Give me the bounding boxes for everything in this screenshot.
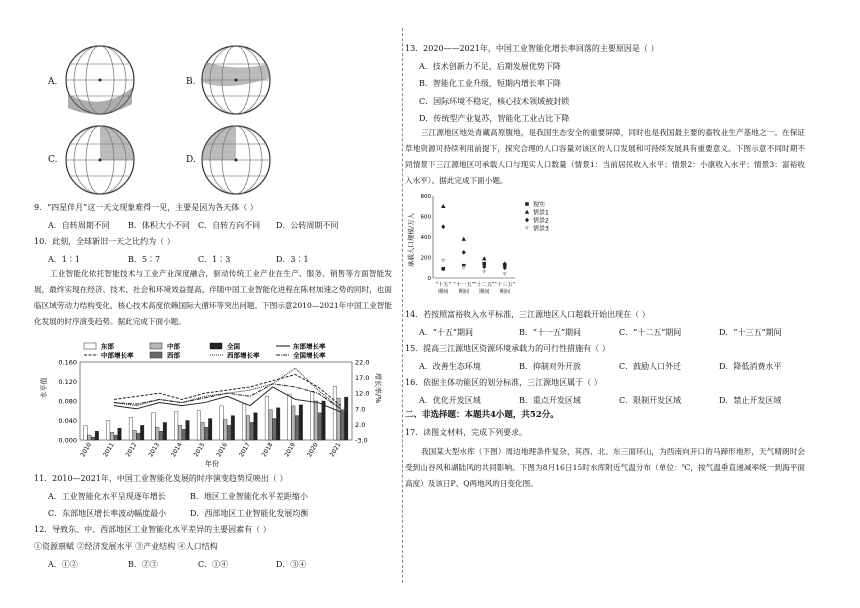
column-divider <box>402 28 403 583</box>
chart1-bar <box>133 430 136 440</box>
q10-stem: 10．此刻，全球新旧一天之比约为（ ） <box>34 237 175 246</box>
chart1-bar <box>242 404 245 440</box>
globe-option-a-label[interactable]: A. <box>48 77 58 87</box>
chart1-xtick-label: 2020 <box>306 441 320 459</box>
chart1-bar <box>106 421 109 441</box>
chart1-bar <box>341 410 344 440</box>
chart1-legend-swatch <box>150 352 162 358</box>
q15-option-a[interactable]: A．改善生态环境 <box>419 362 481 371</box>
industry-intro-paragraph: 工业智能化依托智能技术与工业产业深度融合，驱动传统工业产业在生产、服务、销售等方面智能发展，最终实现在经济、技术、社会和环境效益提高。伴随中国工业智能化进程在陈材加速之势的同时，也面临区域劳动力结构变化，核心技术高度依赖国际大循环等突出问题。下图示意2010—2021年中国工业智能化发展的时序演变趋势。据此完成下面小题。 <box>34 269 392 326</box>
chart2-point <box>462 237 466 241</box>
chart1-line-series <box>114 387 341 412</box>
chart1-bar <box>110 432 113 440</box>
chart1-legend-swatch <box>84 343 96 349</box>
chart1-bar <box>318 413 321 440</box>
chart1-y2tick-label: 17.0 <box>355 374 370 383</box>
q11-stem: 11．2010—2021年，中国工业智能化发展的时序演变趋势反映出（ ） <box>34 474 288 483</box>
q9-option-c[interactable]: C．自转方向不同 <box>198 221 261 230</box>
chart1-ylabel: 水平值 <box>40 377 48 399</box>
chart2-legend-label: 现实 <box>533 201 546 209</box>
chart1-legend-label: 西部增长率 <box>227 351 260 360</box>
chart2-ytick-label: 0 <box>427 276 431 282</box>
q17-stem: 17．读图文材料，完成下列要求。 <box>405 428 528 437</box>
chart1-xtick-label: 2019 <box>283 441 298 459</box>
chart1-legend-label: 东部 <box>101 342 114 351</box>
chart1-xtick-label: 2014 <box>170 441 184 459</box>
q13-stem: 13．2020——2021年，中国工业智能化增长率回落的主要原因是（ ） <box>405 44 659 53</box>
chart2-point <box>441 224 445 229</box>
chart1-legend-swatch <box>210 343 222 349</box>
chart2-ylabel: 承载人口规模/万人 <box>407 212 415 268</box>
chart2-xtick-label: 期间 <box>438 289 449 295</box>
chart2-point <box>462 250 466 255</box>
q11-option-c[interactable]: C．东部地区增长率波动幅度最小 <box>48 509 167 518</box>
chart1-bar <box>156 427 159 440</box>
q10-option-c[interactable]: C．1∶3 <box>198 255 231 264</box>
chart1-bar <box>295 416 298 440</box>
q12-option-d[interactable]: D．③④ <box>276 560 307 569</box>
chart1-bar <box>178 425 181 440</box>
chart1-bar <box>254 413 257 440</box>
chart2-point <box>503 272 507 276</box>
chart1-legend-label: 西部 <box>167 351 180 360</box>
chart1-bar <box>114 435 117 440</box>
chart1-bar <box>91 437 94 440</box>
q15-stem: 15．提高三江源地区资源环境承载力的可行性措施有（ ） <box>405 344 610 353</box>
chart1-xtick-label: 2021 <box>328 441 343 459</box>
chart1-bar <box>88 435 91 440</box>
q10-option-a[interactable]: A．1∶1 <box>48 255 80 264</box>
globe-a-image <box>60 42 140 122</box>
chart1-bar <box>314 401 317 440</box>
q10-option-b[interactable]: B．5∶7 <box>128 255 161 264</box>
q16-stem: 16．依据主体功能区的划分标准，三江源地区属于（ ） <box>405 378 602 387</box>
chart1-y2tick-label: 2.0 <box>355 420 366 429</box>
chart1-bar <box>220 406 223 440</box>
chart1-line-series <box>114 368 341 409</box>
chart1-xtick-label: 2018 <box>260 441 275 459</box>
chart2-ytick-label: 600 <box>420 214 431 221</box>
chart1-legend-label: 中部增长率 <box>101 351 134 360</box>
chart1-bar <box>205 427 208 440</box>
chart1-bar <box>333 386 336 440</box>
chart1-bar <box>322 401 325 440</box>
q11-option-b[interactable]: B．地区工业智能化水平差距缩小 <box>190 492 308 501</box>
chart2-point <box>482 256 486 260</box>
chart2-xtick-label: “十二五” <box>473 282 495 288</box>
chart2-point <box>441 204 445 208</box>
chart1-bar <box>186 421 189 441</box>
chart2-point <box>525 226 529 230</box>
chart1-bar <box>276 408 279 440</box>
chart1-bar <box>201 422 204 440</box>
q11-option-a[interactable]: A．工业智能化水平呈现逐年增长 <box>48 492 166 501</box>
chart1-bar <box>288 394 291 440</box>
chart1-bar <box>152 413 155 440</box>
q12-stem: 12．导致东、中、西部地区工业智能化水平差异的主要因素有（ ） <box>34 525 271 534</box>
chart1-legend-label: 全国增长率 <box>293 351 326 360</box>
chart1-bar <box>137 433 140 440</box>
chart1-bar <box>292 406 295 440</box>
chart1-xtick-label: 2013 <box>147 441 162 459</box>
chart2-point <box>525 218 529 223</box>
chart1-y2tick-label: 12.0 <box>355 389 370 398</box>
q13-option-c[interactable]: C．国际环境不稳定，核心技术领域被封锁 <box>419 97 570 106</box>
section2-heading: 二、非选择题：本题共4小题，共52分。 <box>405 410 559 420</box>
chart1-xtick-label: 2011 <box>102 441 116 459</box>
q14-option-b[interactable]: B．“十一五”期间 <box>519 328 582 337</box>
chart1-y2tick-label: -3.0 <box>355 436 368 445</box>
q12-option-a[interactable]: A．①② <box>48 560 78 569</box>
q12-option-b[interactable]: B．②③ <box>128 560 158 569</box>
q9-option-b[interactable]: B．体积大小不同 <box>128 221 190 230</box>
chart2-xtick-label: “十五” <box>435 282 452 288</box>
chart1-bar <box>197 411 200 440</box>
chart2-ytick-label: 800 <box>420 194 431 200</box>
chart2-ytick-label: 400 <box>420 235 431 241</box>
q15-option-d[interactable]: D．降低消费水平 <box>719 362 782 371</box>
chart1-ytick-label: 0.000 <box>58 436 77 445</box>
chart1-bar <box>208 419 211 440</box>
q9-option-a[interactable]: A．自转周期不同 <box>48 221 110 230</box>
chart2-point <box>462 266 466 270</box>
chart1-bar <box>84 425 87 440</box>
chart2-xtick-label: “十三五” <box>494 282 516 288</box>
q16-option-b[interactable]: B．重点开发区域 <box>519 396 581 405</box>
chart1-bar <box>227 425 230 440</box>
sanjiangyuan-intro-paragraph: 三江源地区地处青藏高原腹地，是我国生态安全的重要屏障，同时也是我国最主要的畜牧业生产基地之一。在保证草地资源可持续利用前提下，探究合理的人口容量对该区的人口发展和可持续发展具有重要意义。下图示意不同时期不同情景下三江源地区可承载人口与现实人口数量（情景1：当前居民收入水平；情景2：小康收入水平；情景3：富裕收入水平）。据此完成下面小题。 <box>405 128 805 185</box>
chart2-point <box>525 210 529 214</box>
right-column <box>405 0 860 608</box>
chart2-xtick-label: “十一五” <box>453 282 475 288</box>
chart1-y2tick-label: 22.0 <box>355 358 370 367</box>
q11-option-d[interactable]: D．西部地区工业智能化发展均衡 <box>190 509 309 518</box>
q10-option-d[interactable]: D．3∶1 <box>276 255 309 264</box>
left-column <box>0 0 400 608</box>
chart1-bar <box>273 419 276 440</box>
q14-stem: 14．若按照富裕收入水平标准，三江源地区人口超载开始出现在（ ） <box>405 310 650 319</box>
q9-stem: 9．“四星伴月”这一天文现象难得一见，主要是因为各天体（ ） <box>34 203 258 212</box>
chart1-bar <box>129 418 132 440</box>
chart1-bar <box>163 422 166 440</box>
chart1-ytick-label: 0.160 <box>58 358 77 367</box>
q9-option-d[interactable]: D．公转周期不同 <box>276 221 339 230</box>
chart2-legend-label: 情景3 <box>533 225 549 233</box>
chart1-legend-swatch <box>150 343 162 349</box>
q14-option-d[interactable]: D．“十三五”期间 <box>719 328 782 337</box>
population-chart <box>405 190 575 308</box>
chart2-point <box>441 267 445 271</box>
chart1-bar <box>224 420 227 440</box>
chart1-legend-label: 中部 <box>167 342 180 351</box>
q15-option-b[interactable]: B．抑制对外开放 <box>519 362 581 371</box>
q16-option-c[interactable]: C．限制开发区域 <box>619 396 682 405</box>
chart2-legend-label: 情景1 <box>533 209 549 217</box>
chart1-xtick-label: 2016 <box>215 441 230 459</box>
chart1-xtick-label: 2010 <box>79 441 94 459</box>
chart2-point <box>525 202 529 206</box>
chart1-bar <box>182 429 185 440</box>
q14-option-c[interactable]: C．“十二五”期间 <box>619 328 682 337</box>
chart1-legend-label: 东部增长率 <box>293 342 326 351</box>
chart1-bar <box>159 431 162 440</box>
chart1-bar <box>344 397 347 440</box>
chart1-ytick-label: 0.080 <box>58 397 77 406</box>
chart2-legend-label: 情景2 <box>533 217 549 225</box>
chart1-y2label: 增长率/% <box>374 372 382 404</box>
chart2-point <box>482 270 486 274</box>
q17-text: 我国某大型水库（下图）周边地理条件复杂，其西、北、东三面环山，为西南向开口的马蹄形地形，天气晴朗时会受到山谷风和湖陆风的共同影响。下图为8月16日15时水库附近气温分布（单位：℃，按气温垂直递减率统一到海平面高度）及该日P、Q两地风的日变化图。 <box>405 447 805 488</box>
q13-option-a[interactable]: A．技术创新力不足，后期发展优势下降 <box>419 62 561 71</box>
q15-option-c[interactable]: C．鼓励人口外迁 <box>619 362 682 371</box>
globe-option-b-label[interactable]: B. <box>186 77 196 87</box>
chart2-xtick-label: 期间 <box>479 289 490 295</box>
globe-b-image <box>196 42 276 122</box>
chart2-point <box>441 259 445 263</box>
chart1-bar <box>140 425 143 440</box>
chart1-ytick-label: 0.040 <box>58 417 77 425</box>
chart1-legend-label: 全国 <box>227 342 240 351</box>
chart1-y2tick-label: 7.0 <box>355 405 366 414</box>
chart1-xtick-label: 2012 <box>124 441 139 459</box>
globe-c-image <box>60 122 140 202</box>
q14-option-a[interactable]: A．“十五”期间 <box>419 328 473 337</box>
q16-option-a[interactable]: A．优化开发区域 <box>419 396 481 405</box>
chart1-bar <box>269 410 272 440</box>
chart2-ytick-label: 200 <box>420 255 431 262</box>
chart1-bar <box>231 416 234 440</box>
q12-items: ①资源禀赋 ②经济发展水平 ③产业结构 ④人口结构 <box>34 542 218 551</box>
q13-option-b[interactable]: B．智能化工业升级，短期内增长率下降 <box>419 79 561 88</box>
chart1-ytick-label: 0.120 <box>58 378 77 386</box>
chart1-bar <box>95 431 98 440</box>
chart2-xtick-label: 期间 <box>499 289 510 295</box>
chart1-bar <box>299 405 302 440</box>
chart1-xlabel: 年份 <box>205 460 219 468</box>
chart1-bar <box>265 396 268 440</box>
globe-option-c-label[interactable]: C. <box>48 155 58 165</box>
q16-option-d[interactable]: D．禁止开发区域 <box>719 396 782 405</box>
chart1-bar <box>310 391 313 440</box>
chart1-xtick-label: 2015 <box>192 441 207 459</box>
q13-option-d[interactable]: D．传统型产业复苏，智能化工业占比下降 <box>419 114 570 123</box>
chart1-bar <box>246 416 249 440</box>
q12-option-c[interactable]: C．①④ <box>198 560 229 569</box>
globe-option-d-label[interactable]: D. <box>186 155 196 165</box>
industry-chart <box>40 340 385 470</box>
chart1-bar <box>118 428 121 440</box>
chart1-bar <box>250 422 253 440</box>
chart1-xtick-label: 2017 <box>238 441 252 459</box>
chart1-bar <box>174 412 177 440</box>
globe-d-image <box>196 122 276 202</box>
chart2-xtick-label: 期间 <box>458 289 469 295</box>
